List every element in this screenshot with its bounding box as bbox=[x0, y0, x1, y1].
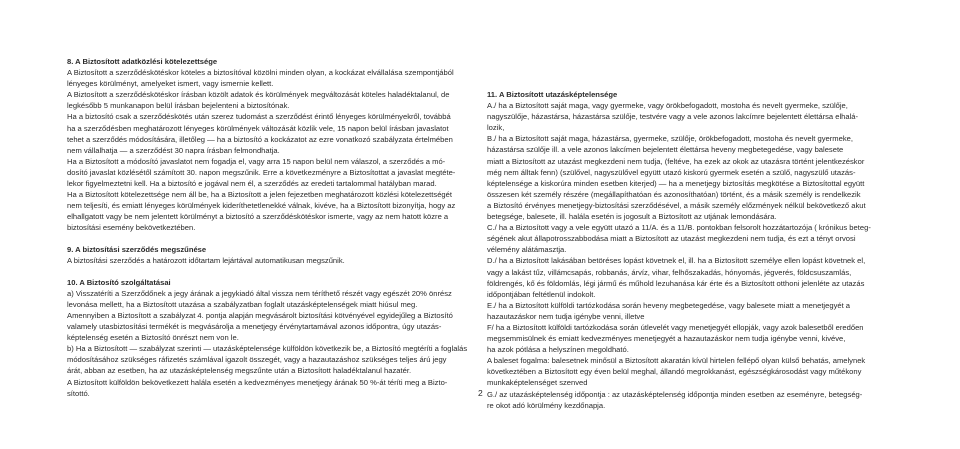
text-line: megsemmisülnek és emiatt kedvezményes menetjegyét a hazautazáskor nem tudja igénybe venni, kivéve, bbox=[487, 334, 846, 344]
text-line: biztosítási esemény bekövetkeztében. bbox=[67, 223, 196, 233]
text-line: re okot adó körülmény kezdőnapja. bbox=[487, 400, 606, 410]
text-line: B./ ha a Biztosított saját maga, házastársa, gyermeke, szülője, örökbefogadott, mostoha és nevelt gyermeke, bbox=[487, 134, 853, 144]
text-line: A biztosítási szerződés a határozott időtartam lejártával automatikusan megszűnik. bbox=[67, 256, 345, 266]
section-body-10 bbox=[67, 288, 475, 399]
text-line: még nem álltak fenn) (szülővel, nagyszülővel együtt utazó kiskorú gyermek esetén a szülő, nagyszülő utazás- bbox=[487, 167, 856, 177]
text-line: A Biztosított a szerződéskötéskor köteles a biztosítóval közölni minden olyan, a kockázat elvállalása szempontjából bbox=[67, 68, 454, 78]
text-line: házastársa szülője ill. a vele azonos lakcímen bejelentett élettársa heveny megbetegedése, vagy balesete bbox=[487, 145, 844, 155]
section-heading-9: 9. A biztosítási szerződés megszűnése bbox=[67, 245, 207, 254]
section-body-11 bbox=[487, 100, 895, 411]
text-line: ségének akut állapotrosszabbodása miatt a Biztosított az utazást megkezdeni nem tudja, és ezt a tényt orvosi bbox=[487, 234, 856, 244]
text-line: hazautazáskor nem tudja igénybe venni, illetve bbox=[487, 311, 645, 321]
text-line: E./ ha a Biztosított külföldi tartózkodása során heveny megbetegedése, vagy balesete miatt a menetjegyét a bbox=[487, 300, 851, 310]
text-line: legkésőbb 5 munkanapon belül írásban bejelenteni a biztosítónak. bbox=[67, 101, 290, 111]
text-line: nem teljesíti, és emiatt lényeges körülmények kideríthetetlenekké válnak, kivéve, ha a Biztosított bizonyítja, hogy az bbox=[67, 201, 456, 211]
section-heading-11: 11. A Biztosított utazásképtelensége bbox=[487, 90, 618, 99]
page-number: 2 bbox=[478, 388, 483, 398]
text-line: a) Visszatéríti a Szerződőnek a jegy árának a jegykiadó által visszа nem téríthető részét vagy egészét 20% önrész bbox=[67, 288, 452, 298]
text-line: A./ ha a Biztosított saját maga, vagy gyermeke, vagy örökbefogadott, mostoha és nevelt gyermeke, szülője, bbox=[487, 101, 848, 111]
text-line: dosító javaslat közlésétől számított 30. napon megszűnik. Erre a következményre a Biztosítottat a javaslat megtéte- bbox=[67, 167, 456, 177]
text-line: A baleset fogalma: balesetnek minősül a Biztosított akaratán kívül hirtelen fellépő olyan külső behatás, amelynek bbox=[487, 356, 866, 366]
text-line: miatt a Biztosított az utazást megkezdeni nem tudja, (feltéve, ha ezek az okok az utazásra történt jelentkezéskor bbox=[487, 156, 865, 166]
text-line: ha azok pótlása a helyszínen megoldható. bbox=[487, 345, 629, 355]
text-line: C./ ha a Biztosított vagy a vele együtt utazó a 11/A. és a 11/B. pontokban felsorolt hozzátartozója ( krónikus beteg- bbox=[487, 223, 871, 233]
text-line: F/ ha a Biztosított külföldi tartózkodása során útlevelét vagy menetjegyét ellopják, vagy azok balesetből eredően bbox=[487, 322, 864, 332]
text-line: ha a szerződésben meghatározott lényeges körülmények változását közlik vele, 15 napon belül írásban javaslatot bbox=[67, 123, 449, 133]
text-line: Ha a Biztosított a módosító javaslatot nem fogadja el, vagy arra 15 napon belül nem válaszol, a szerződés a mó- bbox=[67, 156, 446, 166]
left-column bbox=[67, 56, 475, 399]
text-line: összesen két személy részére (megállapíthatóan és azonosíthatóan) történt, és a másik személy is rendelkezik bbox=[487, 189, 861, 199]
text-line: lozik, bbox=[487, 123, 505, 133]
right-column bbox=[487, 89, 895, 411]
text-line: b) Ha a Biztosított — szabályzat szerinti — utazásképtelensége külföldön következik be, a Biztosító megtéríti a foglalás bbox=[67, 344, 468, 354]
text-line: elhallgatott vagy be nem jelentett körülményt a biztosító a szerződéskötéskor ismerte, vagy az nem hatott közre a bbox=[67, 212, 449, 222]
section-body-8 bbox=[67, 67, 475, 233]
section-heading-10: 10. A Biztosító szolgáltatásai bbox=[67, 277, 171, 287]
text-line: A Biztosított külföldön bekövetkezett halála esetén a kedvezményes menetjegy árának 50 %-át téríti meg a Bizto- bbox=[67, 377, 448, 387]
text-line: Ha a Biztosított kötelezettsége nem áll be, ha a Biztosított a jelen fejezetben meghatározott közlési kötelezettségét bbox=[67, 190, 452, 200]
text-line: Amennyiben a Biztosított a szabályzat 4. pontja alapján megvásárolt biztosítási kötvényével egyidejűleg a Biztosító bbox=[67, 310, 453, 320]
text-line: módosításához szükséges ráfizetés számlával igazolt összegét, vagy a hazautazáshoz szükséges teljes árú jegy bbox=[67, 355, 447, 365]
text-line: nagyszülője, házastársa, házastársa szülője, testvére vagy a vele azonos lakcímre bejelentett élettársa elhalá- bbox=[487, 112, 859, 122]
text-line: D./ ha a Biztosított lakásában betöréses lopást követnek el, ill. ha a Biztosított személye ellen lopást követnek el, bbox=[487, 256, 866, 266]
text-line: vagy a lakást tűz, villámcsapás, robbanás, árvíz, vihar, felhőszakadás, hónyomás, jégverés, földcsuszamlás, bbox=[487, 267, 852, 277]
text-line: betegsége, balesete, ill. halála esetén is jogosult a Biztosított az utjának lemondására. bbox=[487, 212, 777, 222]
text-line: időpontjában feltétlenül indokolt. bbox=[487, 289, 596, 299]
text-line: munkaképtelenséget szenved bbox=[487, 378, 588, 388]
text-line: képtelenség esetén a Biztosító önrészt nem von le. bbox=[67, 333, 239, 343]
text-line: következtében a Biztosított egy éven belül meghal, állandó megrokkanást, egészségkárosodást vagy műtékony bbox=[487, 367, 862, 377]
text-line: levonása mellett, ha a Biztosított utazása a szabályzatban foglalt utazásképtelenségek miatt hiúsul meg. bbox=[67, 299, 418, 309]
text-line: vélemény alátámasztja. bbox=[487, 245, 567, 255]
text-line: Ha a biztosító csak a szerződéskötés után szerez tudomást a szerződést érintő lényeges körülményekről, továbbá bbox=[67, 112, 451, 122]
text-line: árát, abban az esetben, ha az utazásképtelenség megszűnte után a Biztosított haladéktalanul hazatér. bbox=[67, 366, 412, 376]
text-line: sítottó. bbox=[67, 388, 90, 398]
text-line: a Biztosító érvényes menetjegy-biztosítási szerződésével, a másik személy előzmények nélkül bekövetkező akut bbox=[487, 200, 866, 210]
section-heading-8: 8. A Biztosított adatközlési kötelezettsége bbox=[67, 57, 218, 66]
text-line: valamely utasbiztosítási termékét is megvásárolja a menetjegy érvénytartamával azonos időpontra, úgy utazás- bbox=[67, 322, 442, 332]
text-line: képtelensége a kiskorúra minden esetben kiterjed) — ha a menetjegy biztosítás megkötése a Biztosítottal együtt bbox=[487, 178, 865, 188]
text-line: A Biztosított a szerződéskötéskor írásban közölt adatok és körülmények megváltozását köteles haladéktalanul, de bbox=[67, 90, 450, 100]
text-line: G./ az utazásképtelenség időpontja : az utazásképtelenség időpontja minden esetben az eseményre, betegség- bbox=[487, 389, 863, 399]
section-body-9 bbox=[67, 255, 475, 266]
text-line: nem vállalhatja — a szerződést 30 napra írásban felmondhatja. bbox=[67, 145, 280, 155]
text-line: tehet a szerződés módosítására, illetőleg — ha a biztosító a kockázatot az ezre vonatkozó szabályzata értelmében bbox=[67, 134, 453, 144]
text-line: földrengés, kő és földomlás, légi jármű és műhold lezuhanása kár érte és a Biztosított otthoni jelenléte az utazás bbox=[487, 278, 865, 288]
text-line: lényeges körülményt, amelyeket ismert, vagy ismernie kellett. bbox=[67, 79, 274, 89]
text-line: lekor figyelmeztetni kell. Ha a biztosító e jogával nem él, a szerződés az eredeti tartalommal hatályban marad. bbox=[67, 179, 437, 189]
